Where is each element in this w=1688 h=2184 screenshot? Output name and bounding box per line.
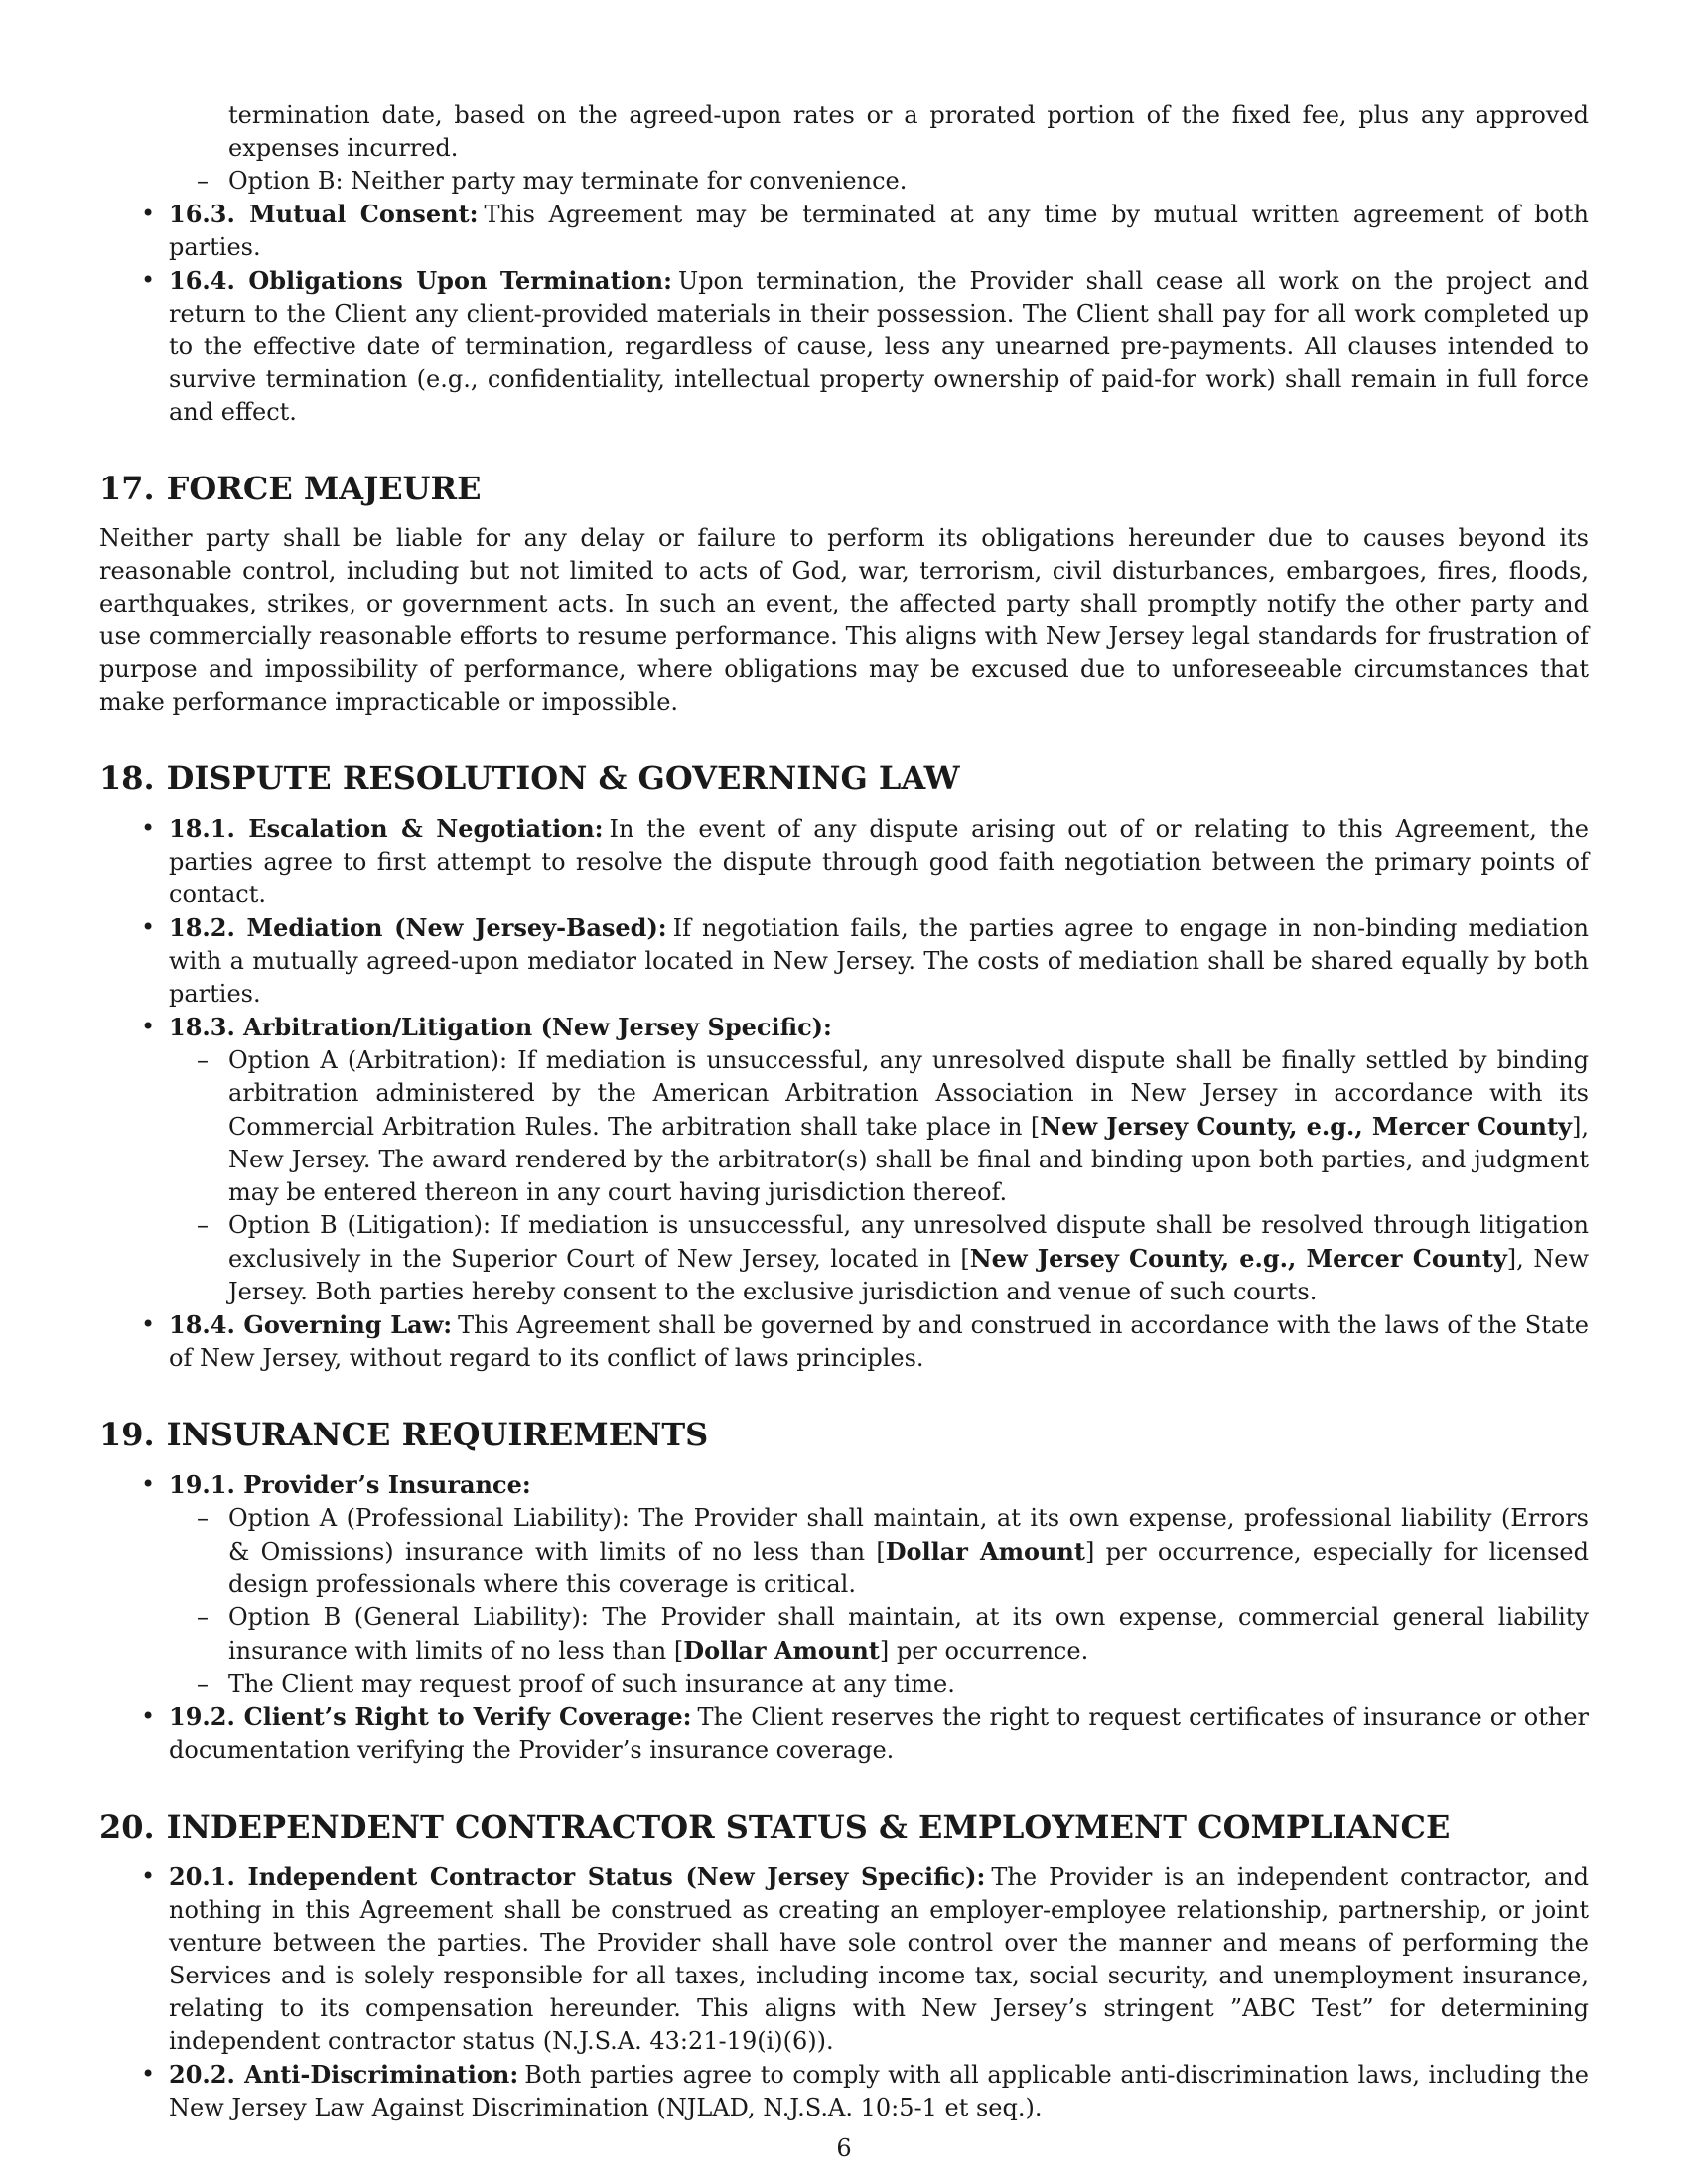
clause-label: 20.2. Anti-Discrimination: <box>169 2060 519 2089</box>
placeholder-dollar-amount: Dollar Amount <box>683 1636 880 1665</box>
clause-list-18 <box>99 812 1589 1375</box>
clause-19-1 <box>169 1468 1589 1701</box>
placeholder-county: New Jersey County, e.g., Mercer County <box>1040 1112 1572 1141</box>
option-list <box>169 1044 1589 1308</box>
clause-label: 18.4. Governing Law: <box>169 1310 453 1339</box>
option-text: Option B (Litigation): If mediation is unsuccessful, any unresolved dispute shall be resolved through litigation exclusively in the Superior Court of New Jersey, located in [ <box>228 1211 1589 1273</box>
clause-list-19 <box>99 1468 1589 1767</box>
clause-text: This Agreement may be terminated at any time by mutual written agreement of both parties. <box>169 201 1589 261</box>
clause-label: 18.3. Arbitration/Litigation (New Jersey Specific): <box>169 1013 832 1041</box>
placeholder-county: New Jersey County, e.g., Mercer County <box>969 1244 1507 1273</box>
option-text: ] per occurrence, especially for licensed design professionals where this coverage is critical. <box>228 1538 1589 1598</box>
clause-16-4 <box>169 264 1589 429</box>
section-title: DISPUTE RESOLUTION & GOVERNING LAW <box>166 759 960 797</box>
section-title: INDEPENDENT CONTRACTOR STATUS & EMPLOYMENT COMPLIANCE <box>166 1808 1451 1845</box>
section-20-heading <box>99 1807 1589 1846</box>
clause-16-3 <box>169 198 1589 264</box>
clause-label: 16.4. Obligations Upon Termination: <box>169 266 672 295</box>
clause-text: Upon termination, the Provider shall cease all work on the project and return to the Client any client-provided materials in their possession. The Client shall pay for all work completed up to the effective date of termination, regardless of cause, less any unearned pre-payments. All clauses intended to survive termination (e.g., confidentiality, intellectual property ownership of paid-for work) shall remain in full force and effect. <box>169 267 1589 426</box>
insurance-proof-note: – The Client may request proof of such insurance at any time. <box>228 1668 1589 1701</box>
section-18-heading <box>99 758 1589 798</box>
option-a-arbitration <box>228 1044 1589 1209</box>
option-b-termination: – Option B: Neither party may terminate for convenience. <box>99 165 1589 198</box>
clause-label: 20.1. Independent Contractor Status (New Jersey Specific): <box>169 1862 986 1891</box>
option-text: Option A (Professional Liability): The Provider shall maintain, at its own expense, professional liability (Errors & Omissions) insurance with limits of no less than [ <box>228 1504 1589 1566</box>
option-text: ] per occurrence. <box>879 1637 1089 1665</box>
option-b-general-liability <box>228 1601 1589 1668</box>
clause-text: Both parties agree to comply with all applicable anti-discrimination laws, including the New Jersey Law Against Discrimination (NJLAD, N.J.S.A. 10:5-1 et seq.). <box>169 2061 1590 2121</box>
section-title: FORCE MAJEURE <box>166 470 482 507</box>
document-page <box>99 99 1589 2124</box>
option-a-professional-liability <box>228 1502 1589 1601</box>
section-title: INSURANCE REQUIREMENTS <box>166 1416 709 1453</box>
option-b-litigation <box>228 1209 1589 1308</box>
option-text: ], New Jersey. Both parties hereby consent to the exclusive jurisdiction and venue of such courts. <box>228 1245 1589 1305</box>
clause-20-1 <box>169 1860 1589 2058</box>
placeholder-dollar-amount: Dollar Amount <box>885 1537 1085 1566</box>
option-text: Option B (General Liability): The Provider shall maintain, at its own expense, commercial general liability insurance with limits of no less than [ <box>228 1603 1589 1665</box>
clause-18-3 <box>169 1011 1589 1308</box>
clause-text: The Provider is an independent contractor, and nothing in this Agreement shall be construed as creating an employer-employee relationship, partnership, or joint venture between the parties. The Provider shall have sole control over the manner and means of performing the Services and is solely responsible for all taxes, including income tax, social security, and unemployment insurance, relating to its compensation hereunder. This aligns with New Jersey’s stringent ”ABC Test” for determining independent contractor status (N.J.S.A. 43:21-19(i)(6)). <box>169 1863 1589 2055</box>
page-number: 6 <box>836 2134 852 2162</box>
clause-text: This Agreement shall be governed by and construed in accordance with the laws of the State of New Jersey, without regard to its conflict of laws principles. <box>169 1311 1590 1372</box>
section-number: 20. <box>99 1808 155 1845</box>
clause-label: 19.2. Client’s Right to Verify Coverage: <box>169 1703 692 1731</box>
clause-text: If negotiation fails, the parties agree to engage in non-binding mediation with a mutually agreed-upon mediator located in New Jersey. The costs of mediation shall be shared equally by both parties. <box>169 914 1589 1008</box>
option-text: Option A (Arbitration): If mediation is unsuccessful, any unresolved dispute shall be finally settled by binding arbitration administered by the American Arbitration Association in New Jersey in accordance with its Commercial Arbitration Rules. The arbitration shall take place in [ <box>228 1046 1589 1141</box>
section-number: 19. <box>99 1416 155 1453</box>
clause-18-2 <box>169 911 1589 1011</box>
section-17-heading <box>99 469 1589 508</box>
clause-19-2 <box>169 1701 1589 1767</box>
clause-label: 18.1. Escalation & Negotiation: <box>169 814 604 843</box>
clause-list-20 <box>99 1860 1589 2124</box>
clause-text: In the event of any dispute arising out of or relating to this Agreement, the parties agree to first attempt to resolve the dispute through good faith negotiation between the primary points of contact. <box>169 815 1589 908</box>
option-a-continuation: termination date, based on the agreed-upon rates or a prorated portion of the fixed fee, plus any approved expenses incurred. <box>228 101 1589 162</box>
clause-list-16 <box>99 198 1589 429</box>
clause-label: 16.3. Mutual Consent: <box>169 200 479 228</box>
option-text: ], New Jersey. The award rendered by the arbitrator(s) shall be final and binding upon both parties, and judgment may be entered thereon in any court having jurisdiction thereof. <box>228 1113 1589 1206</box>
clause-18-4 <box>169 1308 1589 1375</box>
section-number: 17. <box>99 470 155 507</box>
clause-20-2 <box>169 2058 1589 2124</box>
option-list <box>169 1502 1589 1701</box>
clause-18-1 <box>169 812 1589 911</box>
clause-text: The Client reserves the right to request certificates of insurance or other documentation verifying the Provider’s insurance coverage. <box>169 1704 1590 1764</box>
clause-label: 19.1. Provider’s Insurance: <box>169 1470 531 1499</box>
section-number: 18. <box>99 759 155 797</box>
clause-label: 18.2. Mediation (New Jersey-Based): <box>169 913 667 942</box>
section-17-body: Neither party shall be liable for any delay or failure to perform its obligations hereunder due to causes beyond its reasonable control, including but not limited to acts of God, war, terrorism, civil disturbances, embargoes, fires, floods, earthquakes, strikes, or government acts. In such an event, the affected party shall promptly notify the other party and use commercially reasonable efforts to resume performance. This aligns with New Jersey legal standards for frustration of purpose and impossibility of performance, where obligations may be excused due to unforeseeable circumstances that make performance impracticable or impossible. <box>99 524 1589 716</box>
section-19-heading <box>99 1415 1589 1454</box>
